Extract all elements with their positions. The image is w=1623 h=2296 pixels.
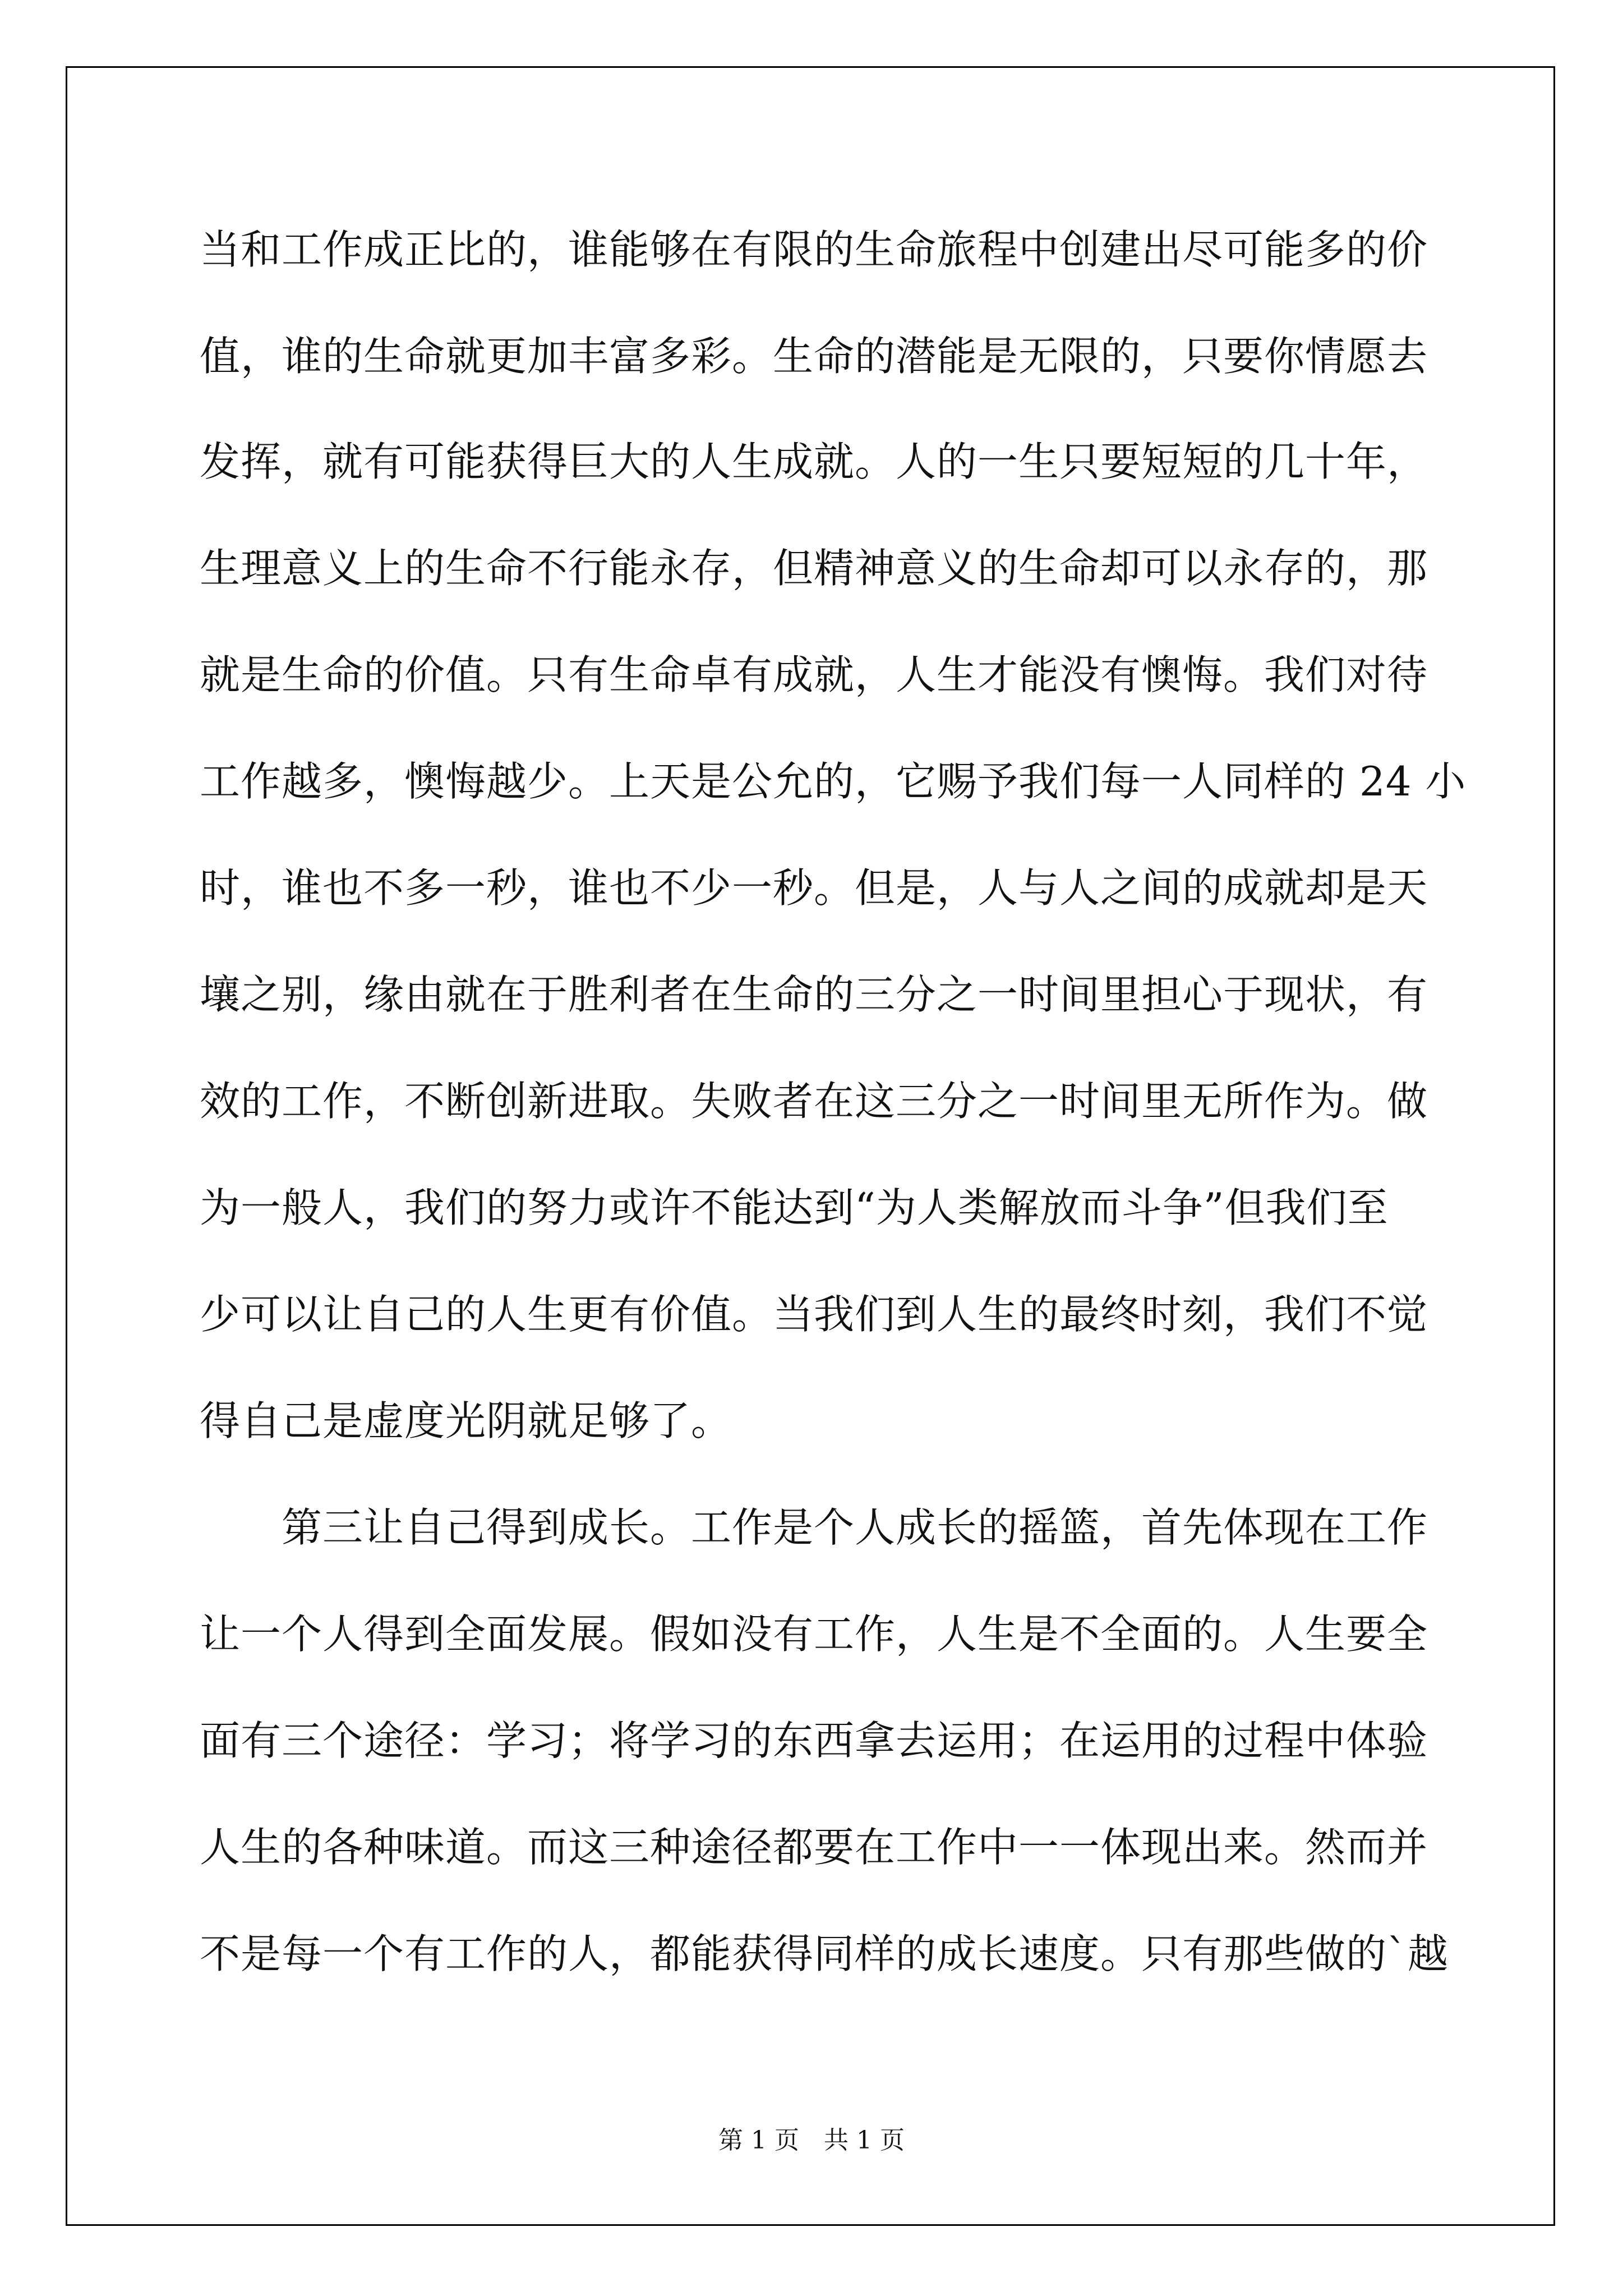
text-line: 当和工作成正比的，谁能够在有限的生命旅程中创建出尽可能多的价 (200, 226, 1428, 273)
page-border (66, 66, 1555, 2226)
text-line: 工作越多，懊悔越少。上天是公允的，它赐予我们每一人同样的 24 小 (200, 758, 1467, 805)
text-line: 少可以让自己的人生更有价值。当我们到人生的最终时刻，我们不觉 (200, 1291, 1428, 1338)
text-line: 效的工作，不断创新进取。失败者在这三分之一时间里无所作为。做 (200, 1078, 1428, 1125)
text-line: 值，谁的生命就更加丰富多彩。生命的潜能是无限的，只要你情愿去 (200, 333, 1428, 380)
text-line: 得自己是虚度光阴就足够了。 (200, 1397, 732, 1444)
text-line: 面有三个途径：学习；将学习的东西拿去运用；在运用的过程中体验 (200, 1717, 1428, 1764)
text-line: 就是生命的价值。只有生命卓有成就，人生才能没有懊悔。我们对待 (200, 651, 1428, 698)
text-line: 人生的各种味道。而这三种途径都要在工作中一一体现出来。然而并 (200, 1824, 1428, 1871)
text-line: 为一般人，我们的努力或许不能达到“为人类解放而斗争”但我们至 (200, 1184, 1389, 1231)
paragraph-first-line: 第三让自己得到成长。工作是个人成长的摇篮，首先体现在工作 (282, 1504, 1428, 1551)
page-number-footer: 第 1 页 共 1 页 (718, 2126, 905, 2155)
text-line: 让一个人得到全面发展。假如没有工作，人生是不全面的。人生要全 (200, 1611, 1428, 1658)
text-line: 生理意义上的生命不行能永存，但精神意义的生命却可以永存的，那 (200, 545, 1428, 592)
text-line: 发挥，就有可能获得巨大的人生成就。人的一生只要短短的几十年， (200, 438, 1428, 485)
text-line: 壤之别，缘由就在于胜利者在生命的三分之一时间里担心于现状，有 (200, 971, 1428, 1018)
text-line: 不是每一个有工作的人，都能获得同样的成长速度。只有那些做的`越 (200, 1930, 1449, 1977)
text-line: 时，谁也不多一秒，谁也不少一秒。但是，人与人之间的成就却是天 (200, 864, 1428, 912)
